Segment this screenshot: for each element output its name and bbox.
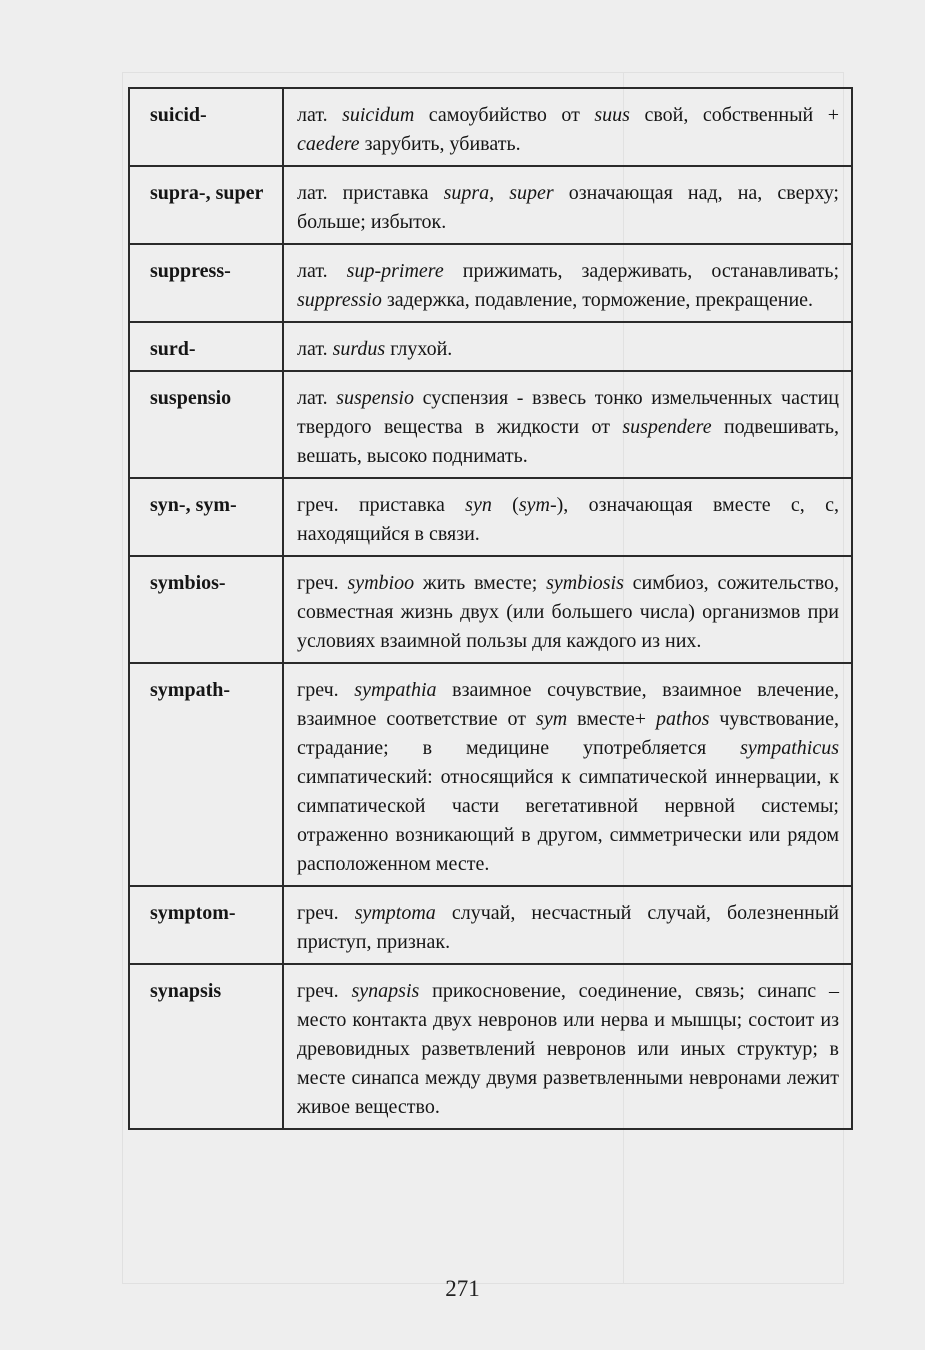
definition-segment: вместе+ xyxy=(567,708,657,730)
entry-term: supra-, super xyxy=(129,166,283,244)
table-row xyxy=(129,244,852,322)
definition-segment: означающая над, на, сверху; больше; избыток. xyxy=(297,182,839,233)
definition-italic-segment: sym- xyxy=(518,494,557,516)
entry-definition xyxy=(283,964,852,1129)
table-row xyxy=(129,663,852,886)
entry-term: surd- xyxy=(129,322,283,371)
definition-segment: лат. xyxy=(297,104,343,126)
definition-segment: лат. xyxy=(297,387,337,409)
definition-segment: глухой. xyxy=(385,338,453,360)
definition-italic-segment: sym xyxy=(536,708,568,730)
definition-segment: греч. xyxy=(297,980,352,1002)
definition-italic-segment: supra, super xyxy=(443,182,554,204)
table-row xyxy=(129,322,852,371)
definition-segment: лат. приставка xyxy=(297,182,444,204)
table-row xyxy=(129,556,852,663)
definition-segment: самоубийство от xyxy=(414,104,595,126)
entry-term: suppress- xyxy=(129,244,283,322)
entry-definition xyxy=(283,371,852,478)
dictionary-table xyxy=(128,87,853,1130)
dictionary-table-body xyxy=(129,88,852,1129)
definition-italic-segment: suppressio xyxy=(297,289,382,311)
definition-segment: случай, несчастный случай, болезненный приступ, признак. xyxy=(297,902,840,953)
table-row xyxy=(129,478,852,556)
entry-definition xyxy=(283,886,852,964)
definition-segment: свой, собственный + xyxy=(629,104,839,126)
entry-term: synapsis xyxy=(129,964,283,1129)
definition-segment: симбиоз, сожительство, совместная жизнь двух (или большего числа) организмов при условиях взаимной пользы для каждого из них. xyxy=(297,572,840,652)
entry-definition xyxy=(283,244,852,322)
page-number: 271 xyxy=(445,1276,480,1301)
definition-italic-segment: surdus xyxy=(332,338,386,360)
entry-term: symbios- xyxy=(129,556,283,663)
definition-segment: прикосновение, соединение, связь; синапс – место контакта двух невронов или нерва и мышцы; состоит из древовидных разветвлений невронов или иных структур; в месте синапса между двумя разветвленными невронами лежит живое вещество. xyxy=(297,980,840,1118)
definition-italic-segment: sympathicus xyxy=(740,737,839,759)
definition-segment: жить вместе; xyxy=(414,572,547,594)
definition-italic-segment: symbiosis xyxy=(546,572,624,594)
definition-italic-segment: pathos xyxy=(656,708,710,730)
definition-segment: ), означающая вместе с, с, находящийся в связи. xyxy=(297,494,839,545)
definition-italic-segment: symptoma xyxy=(354,902,436,924)
definition-italic-segment: suicidum xyxy=(342,104,415,126)
entry-definition xyxy=(283,556,852,663)
definition-segment: суспензия - взвесь тонко измельченных частиц твердого вещества в жидкости от xyxy=(297,387,839,438)
definition-segment: ( xyxy=(491,494,519,516)
definition-segment: чувствование, страдание; в медицине употребляется xyxy=(297,708,840,759)
table-row xyxy=(129,166,852,244)
entry-definition xyxy=(283,478,852,556)
definition-italic-segment: caedere xyxy=(297,133,360,155)
definition-segment: задержка, подавление, торможение, прекращение. xyxy=(381,289,814,311)
entry-term: suicid- xyxy=(129,88,283,166)
definition-italic-segment: suspensio xyxy=(336,387,414,409)
definition-segment: взаимное сочувствие, взаимное влечение, взаимное соответствие от xyxy=(297,679,840,730)
definition-italic-segment: sup-primere xyxy=(346,260,444,282)
table-row xyxy=(129,886,852,964)
definition-segment: греч. xyxy=(297,679,355,701)
definition-italic-segment: syn xyxy=(465,494,492,516)
entry-definition xyxy=(283,322,852,371)
definition-italic-segment: symbioo xyxy=(347,572,415,594)
definition-segment: зарубить, убивать. xyxy=(359,133,521,155)
entry-definition xyxy=(283,166,852,244)
entry-term: suspensio xyxy=(129,371,283,478)
table-row xyxy=(129,88,852,166)
definition-italic-segment: sympathia xyxy=(354,679,437,701)
definition-italic-segment: suus xyxy=(594,104,630,126)
entry-term: sympath- xyxy=(129,663,283,886)
entry-definition xyxy=(283,88,852,166)
entry-term: symptom- xyxy=(129,886,283,964)
definition-segment: лат. xyxy=(297,260,347,282)
definition-segment: прижимать, задерживать, останавливать; xyxy=(443,260,840,282)
definition-segment: греч. xyxy=(297,572,348,594)
definition-italic-segment: suspendere xyxy=(622,416,712,438)
definition-segment: симпатический: относящийся к симпатической иннервации, к симпатической части вегетативной нервной системы; отраженно возникающий в другом, симметрически или рядом расположенном месте. xyxy=(297,766,839,875)
definition-segment: греч. приставка xyxy=(297,494,466,516)
entry-definition xyxy=(283,663,852,886)
definition-segment: подвешивать, вешать, высоко поднимать. xyxy=(297,416,839,467)
table-row xyxy=(129,371,852,478)
definition-segment: лат. xyxy=(297,338,333,360)
table-row xyxy=(129,964,852,1129)
definition-italic-segment: synapsis xyxy=(351,980,420,1002)
entry-term: syn-, sym- xyxy=(129,478,283,556)
definition-segment: греч. xyxy=(297,902,355,924)
